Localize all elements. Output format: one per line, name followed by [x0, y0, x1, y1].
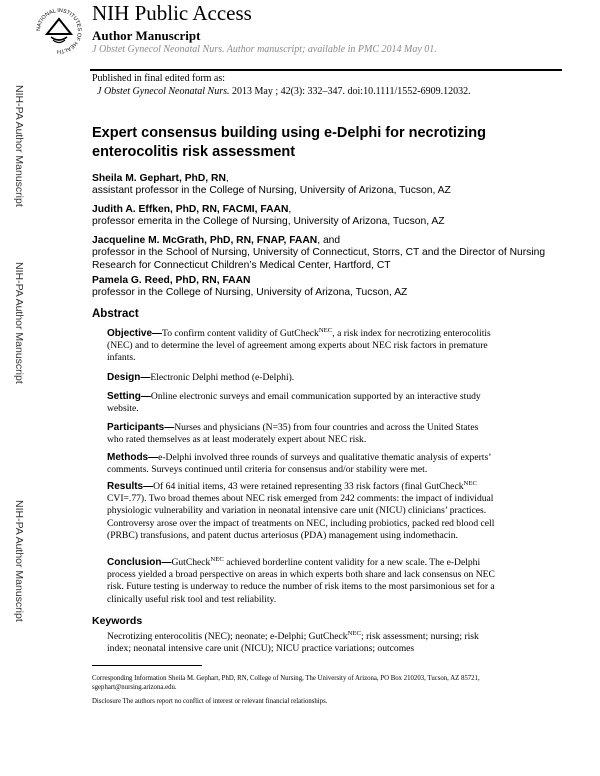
keywords-text-a: Necrotizing enterocolitis (NEC); neonate; e-Delphi; GutCheck [107, 631, 348, 642]
abstract-objective [107, 328, 497, 365]
setting-text: Online electronic surveys and email communication supported by an interactive study website. [107, 391, 481, 415]
results-label: Results— [107, 481, 154, 492]
objective-sup: NEC [318, 326, 333, 334]
author-name: Jacqueline M. McGrath, PhD, RN, FNAP, FAAN [92, 235, 318, 246]
author-affiliation: assistant professor in the College of Nursing, University of Arizona, Tucson, AZ [92, 185, 451, 197]
author-affiliation: professor in the College of Nursing, University of Arizona, Tucson, AZ [92, 287, 408, 299]
published-label: Published in final edited form as: [92, 73, 226, 84]
nih-seal-logo [34, 6, 84, 56]
side-banner-2: NIH-PA Author Manuscript [13, 262, 25, 384]
design-label: Design— [107, 372, 151, 383]
author-block [92, 173, 562, 198]
abstract-setting [107, 391, 497, 415]
results-text-b: CVI=.77). Two broad themes about NEC risk emerged from 242 comments: the impact of individual physiologic vulnerability and variation in neonatal intensive care unit (NICU) clinicians’ practices. Controversy arose over the impact of treatments on NEC, including probiotics, packed red blood cell (PRBC) transfusions, and patent ductus arteriosus (PDA) management using indomethacin. [107, 493, 495, 541]
header-rule [90, 69, 562, 71]
side-banner-1: NIH-PA Author Manuscript [13, 85, 25, 207]
abstract-heading: Abstract [92, 308, 139, 320]
conclusion-text-b: achieved borderline content validity for a new scale. The e-Delphi process yielded a broad perspective on areas in which experts both share and lack consensus on NEC risk. Future testing is underway to reduce the number of risk items to the most parsimonious set for a clinically useful risk tool and test reliability. [107, 557, 495, 605]
citation-details: 2013 May ; 42(3): 332–347. doi:10.1111/1552-6909.12032. [229, 86, 471, 97]
methods-label: Methods— [107, 452, 159, 463]
abstract-results [107, 481, 497, 542]
results-sup: NEC [463, 479, 477, 487]
author-block [92, 235, 562, 272]
conclusion-sup: NEC [210, 555, 224, 563]
participants-text: Nurses and physicians (N=35) from four countries and across the United States who rated themselves as at least moderately expert about NEC risk. [107, 422, 479, 446]
footnote-rule [92, 665, 202, 666]
author-separator: , [225, 173, 229, 184]
logo-ring-text: NATIONAL INSTITUTES OF HEALTH [35, 7, 83, 55]
abstract-participants [107, 422, 497, 446]
author-manuscript-label: Author Manuscript [92, 28, 201, 43]
conclusion-text-a: GutCheck [171, 557, 211, 568]
abstract-design [107, 372, 497, 384]
design-text: Electronic Delphi method (e-Delphi). [150, 372, 295, 383]
keywords [107, 631, 497, 655]
keywords-sup: NEC [347, 629, 362, 637]
author-name: Judith A. Effken, PhD, RN, FACMI, FAAN [92, 204, 289, 215]
nih-public-access-title: NIH Public Access [92, 1, 252, 25]
participants-label: Participants— [107, 422, 175, 433]
author-block [92, 275, 562, 300]
conclusion-label: Conclusion— [107, 557, 172, 568]
author-separator: , and [317, 235, 341, 246]
svg-text:NATIONAL INSTITUTES OF HEALTH [36, 8, 82, 54]
methods-text: e-Delphi involved three rounds of surveys and qualitative thematic analysis of experts’ comments. Surveys continued until criteria for consensus and/or stability were met. [107, 452, 491, 476]
footnote-correspondence: Corresponding Information Sheila M. Gephart, PhD, RN, College of Nursing, The University of Arizona, PO Box 210203, Tucson, AZ 85721, sgephart@nursing.arizona.edu. [92, 675, 480, 691]
author-separator: , [288, 204, 292, 215]
citation-journal: J Obstet Gynecol Neonatal Nurs. [97, 86, 230, 97]
author-affiliation: professor emerita in the College of Nursing, University of Arizona, Tucson, AZ [92, 216, 445, 228]
side-banner-3: NIH-PA Author Manuscript [13, 500, 25, 622]
keywords-heading: Keywords [92, 615, 143, 627]
citation [97, 86, 471, 97]
author-affiliation: professor in the School of Nursing, University of Connecticut, Storrs, CT and the Director of Nursing Research for Connecticut Children’s Medical Center, Hartford, CT [92, 247, 546, 271]
abstract-methods [107, 452, 497, 476]
objective-text-a: To confirm content validity of GutCheck [162, 328, 319, 339]
objective-text-b: , a risk index for necrotizing enterocolitis (NEC) and to determine the level of agreement among experts about NEC risk factors in premature infants. [107, 328, 491, 364]
article-title: Expert consensus building using e-Delphi for necrotizing enterocolitis risk assessment [92, 125, 486, 160]
journal-availability-line: J Obstet Gynecol Neonatal Nurs. Author manuscript; available in PMC 2014 May 01. [92, 44, 437, 55]
footnote-disclosure: Disclosure The authors report no conflict of interest or relevant financial relationships. [92, 698, 328, 705]
author-name: Sheila M. Gephart, PhD, RN [92, 173, 226, 184]
author-block [92, 204, 562, 229]
setting-label: Setting— [107, 391, 151, 402]
abstract-conclusion [107, 557, 497, 606]
keywords-text-b: ; risk assessment; nursing; risk index; neonatal intensive care unit (NICU); NICU practice variations; outcomes [107, 631, 479, 655]
results-text-a: Of 64 initial items, 43 were retained representing 33 risk factors (final GutCheck [153, 481, 464, 492]
objective-label: Objective— [107, 328, 163, 339]
author-name: Pamela G. Reed, PhD, RN, FAAN [92, 275, 251, 286]
